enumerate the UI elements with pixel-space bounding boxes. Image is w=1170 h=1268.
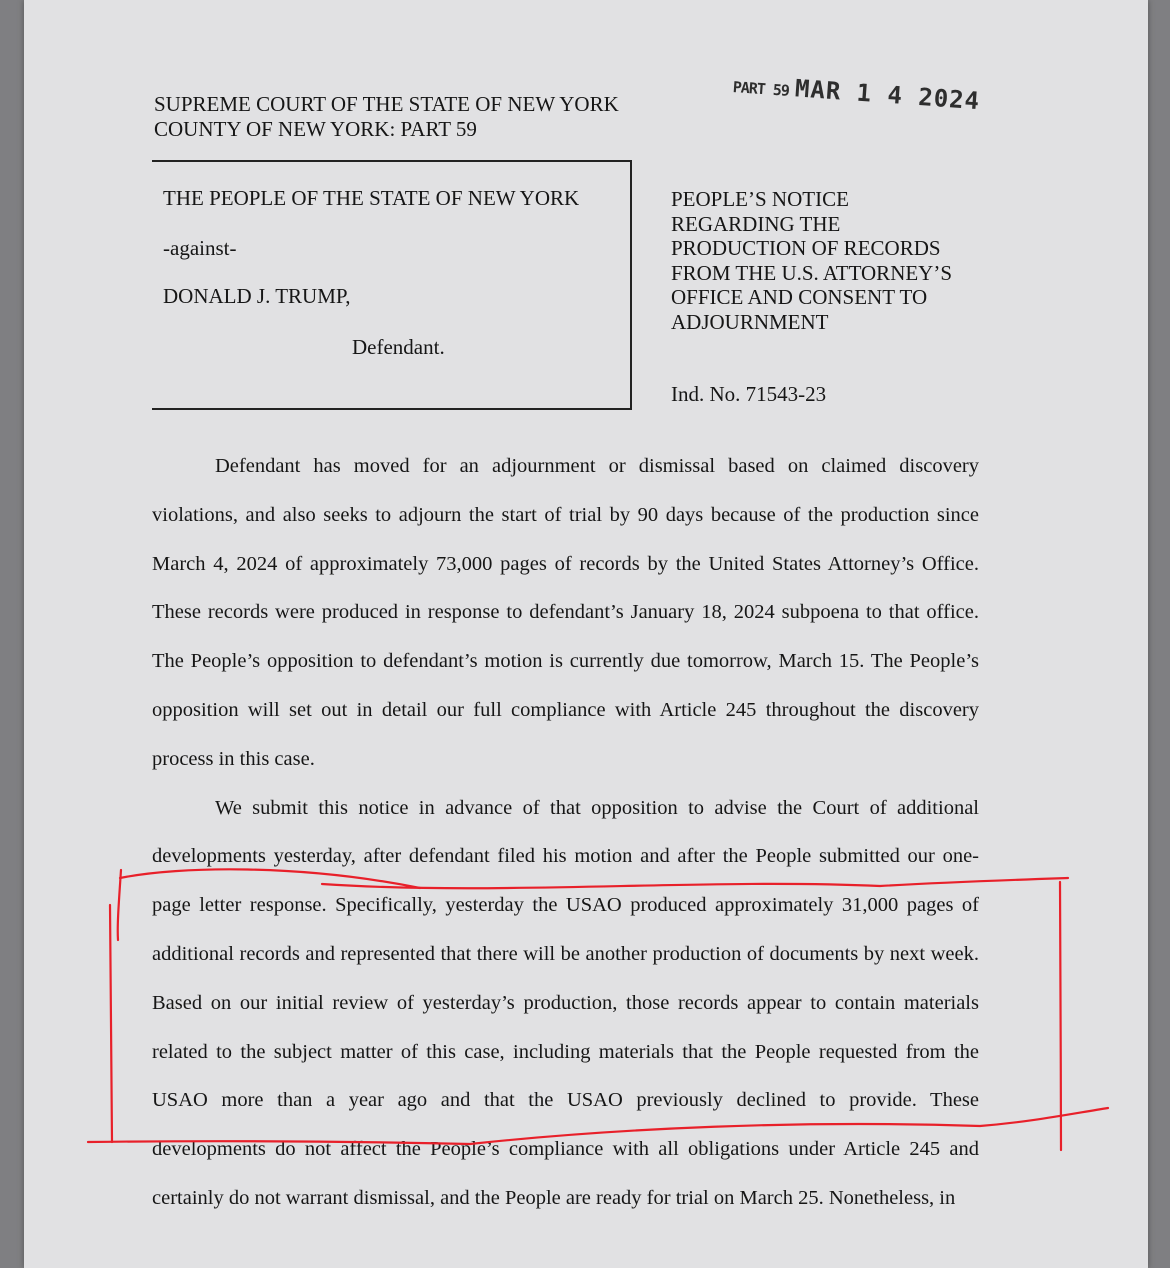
- court-county-part: COUNTY OF NEW YORK: PART 59: [154, 117, 477, 141]
- notice-title-line: OFFICE AND CONSENT TO: [671, 285, 928, 309]
- notice-title: [671, 187, 952, 334]
- notice-title-line: ADJOURNMENT: [671, 309, 829, 334]
- stamp-date: MAR 1 4 2024: [794, 74, 982, 116]
- notice-title-line: PEOPLE’S NOTICE: [671, 187, 849, 211]
- court-heading: [154, 92, 619, 142]
- caption-defendant-label: Defendant.: [352, 335, 445, 359]
- notice-title-line: FROM THE U.S. ATTORNEY’S: [671, 260, 953, 285]
- body-text: [152, 442, 979, 1223]
- caption-defendant-name: DONALD J. TRUMP,: [163, 284, 351, 308]
- stamp-part: PART 59: [732, 77, 790, 100]
- notice-title-line: REGARDING THE: [671, 211, 841, 236]
- notice-title-line: PRODUCTION OF RECORDS: [671, 236, 941, 260]
- caption-plaintiff: THE PEOPLE OF THE STATE OF NEW YORK: [163, 186, 580, 210]
- paragraph-2: We submit this notice in advance of that opposition to advise the Court of additional developments yesterday, after defendant filed his motion and after the People submitted our one-page letter response. Specifically, yesterday the USAO produced approximately 31,000 pages of additional records and represented that there will be another production of documents by next week. Based on our initial review of yesterday’s production, those records appear to contain materials related to the subject matter of this case, including materials that the People requested from the USAO more than a year ago and that the USAO previously declined to provide. These developments do not affect the People’s compliance with all obligations under Article 245 and certainly do not warrant dismissal, and the People are ready for trial on March 25. Nonetheless, in: [152, 796, 979, 1209]
- filing-stamp: [732, 70, 981, 115]
- caption-against: -against-: [163, 236, 237, 260]
- indictment-number: Ind. No. 71543-23: [671, 382, 827, 406]
- document-page: [24, 0, 1148, 1268]
- court-name: SUPREME COURT OF THE STATE OF NEW YORK: [154, 92, 619, 116]
- paragraph-1: Defendant has moved for an adjournment or dismissal based on claimed discovery violations, and also seeks to adjourn the start of trial by 90 days because of the production since March 4, 2024 of approximately 73,000 pages of records by the United States Attorney’s Office. These records were produced in response to defendant’s January 18, 2024 subpoena to that office. The People’s opposition to defendant’s motion is currently due tomorrow, March 15. The People’s opposition will set out in detail our full compliance with Article 245 throughout the discovery process in this case.: [152, 455, 979, 770]
